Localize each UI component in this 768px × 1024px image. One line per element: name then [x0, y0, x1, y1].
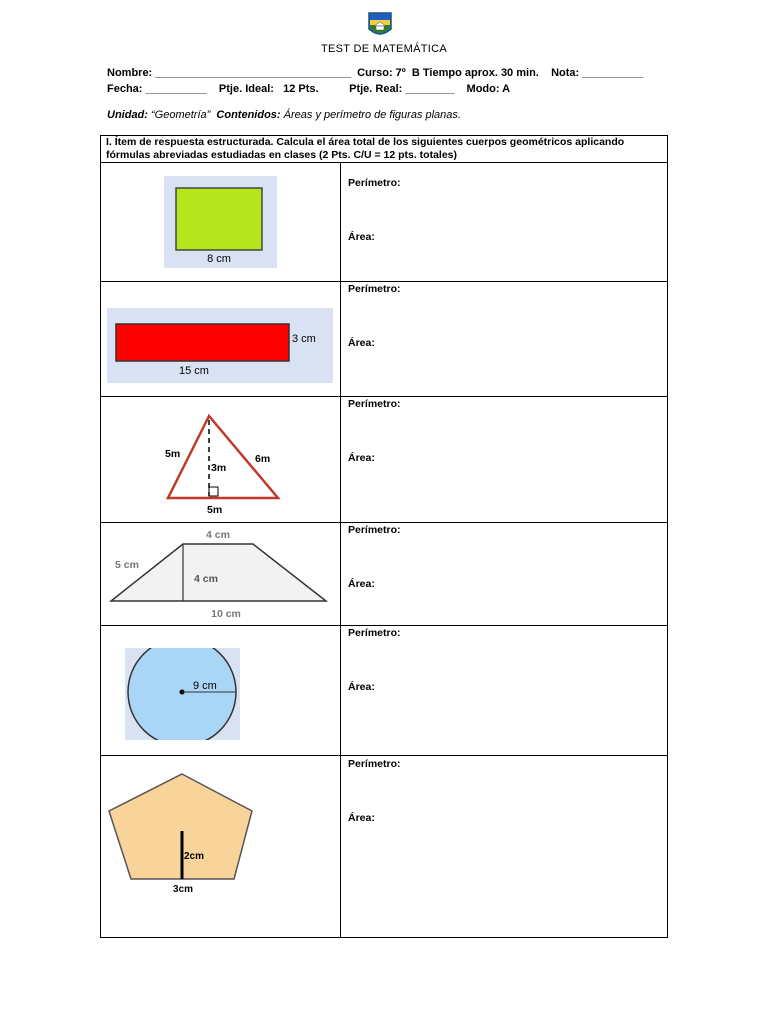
- pentagon-apothem-label: 2cm: [184, 851, 205, 862]
- triangle-left-label: 5m: [165, 448, 181, 460]
- pentagon-figure: [106, 771, 256, 896]
- trapezoid-shape: [111, 544, 326, 601]
- circle-figure: [125, 648, 240, 740]
- rectangle-figure: [107, 308, 333, 383]
- page-title: TEST DE MATEMÁTICA: [320, 43, 447, 55]
- rectangle-height-label: 3 cm: [292, 333, 316, 345]
- rectangle-base-label: 15 cm: [179, 365, 209, 377]
- contents-value: Áreas y perímetro de figuras planas.: [280, 109, 461, 121]
- school-logo-icon: [367, 11, 393, 39]
- unit-label: Unidad:: [107, 109, 148, 121]
- row-divider: [100, 755, 668, 756]
- pentagon-side-label: 3cm: [173, 884, 194, 895]
- circle-radius-label: 9 cm: [193, 680, 217, 692]
- square-base-label: 8 cm: [207, 253, 231, 265]
- row-divider: [100, 281, 668, 282]
- perimeter-label: Perímetro:: [348, 524, 401, 536]
- trapezoid-side-label: 5 cm: [115, 559, 139, 571]
- area-label: Área:: [348, 681, 375, 693]
- perimeter-label: Perímetro:: [348, 283, 401, 295]
- area-label: Área:: [348, 231, 375, 243]
- right-angle-mark: [209, 487, 218, 496]
- trapezoid-base-label: 10 cm: [211, 608, 241, 620]
- unit-line: [107, 109, 461, 121]
- square-shape: [176, 188, 262, 250]
- triangle-right-label: 6m: [255, 453, 271, 465]
- perimeter-label: Perímetro:: [348, 398, 401, 410]
- area-label: Área:: [348, 578, 375, 590]
- area-label: Área:: [348, 812, 375, 824]
- header-line-name: Nombre: ________________________________ Curso: 7º B Tiempo aprox. 30 min. Nota: __________: [107, 67, 644, 79]
- perimeter-label: Perímetro:: [348, 177, 401, 189]
- trapezoid-figure: [106, 524, 332, 620]
- area-label: Área:: [348, 337, 375, 349]
- instructions: I. Ítem de respuesta estructurada. Calcula el área total de los siguientes cuerpos geométricos aplicando fórmulas abreviadas estudiadas en clases (2 Pts. C/U = 12 pts. totales): [100, 135, 668, 163]
- unit-value: “Geometría”: [147, 109, 217, 121]
- perimeter-label: Perímetro:: [348, 758, 401, 770]
- triangle-height-label: 3m: [211, 462, 227, 474]
- trapezoid-height-label: 4 cm: [194, 573, 218, 585]
- contents-label: Contenidos:: [216, 109, 281, 121]
- row-divider: [100, 625, 668, 626]
- triangle-figure: [160, 408, 290, 518]
- triangle-base-label: 5m: [207, 504, 223, 516]
- perimeter-label: Perímetro:: [348, 627, 401, 639]
- row-divider: [100, 522, 668, 523]
- column-divider: [340, 163, 341, 938]
- row-divider: [100, 396, 668, 397]
- area-label: Área:: [348, 452, 375, 464]
- square-figure: [164, 176, 277, 268]
- trapezoid-top-label: 4 cm: [206, 529, 230, 541]
- header-line-date: Fecha: __________ Ptje. Ideal: 12 Pts. Ptje. Real: ________ Modo: A: [107, 83, 511, 95]
- rectangle-shape: [116, 324, 289, 361]
